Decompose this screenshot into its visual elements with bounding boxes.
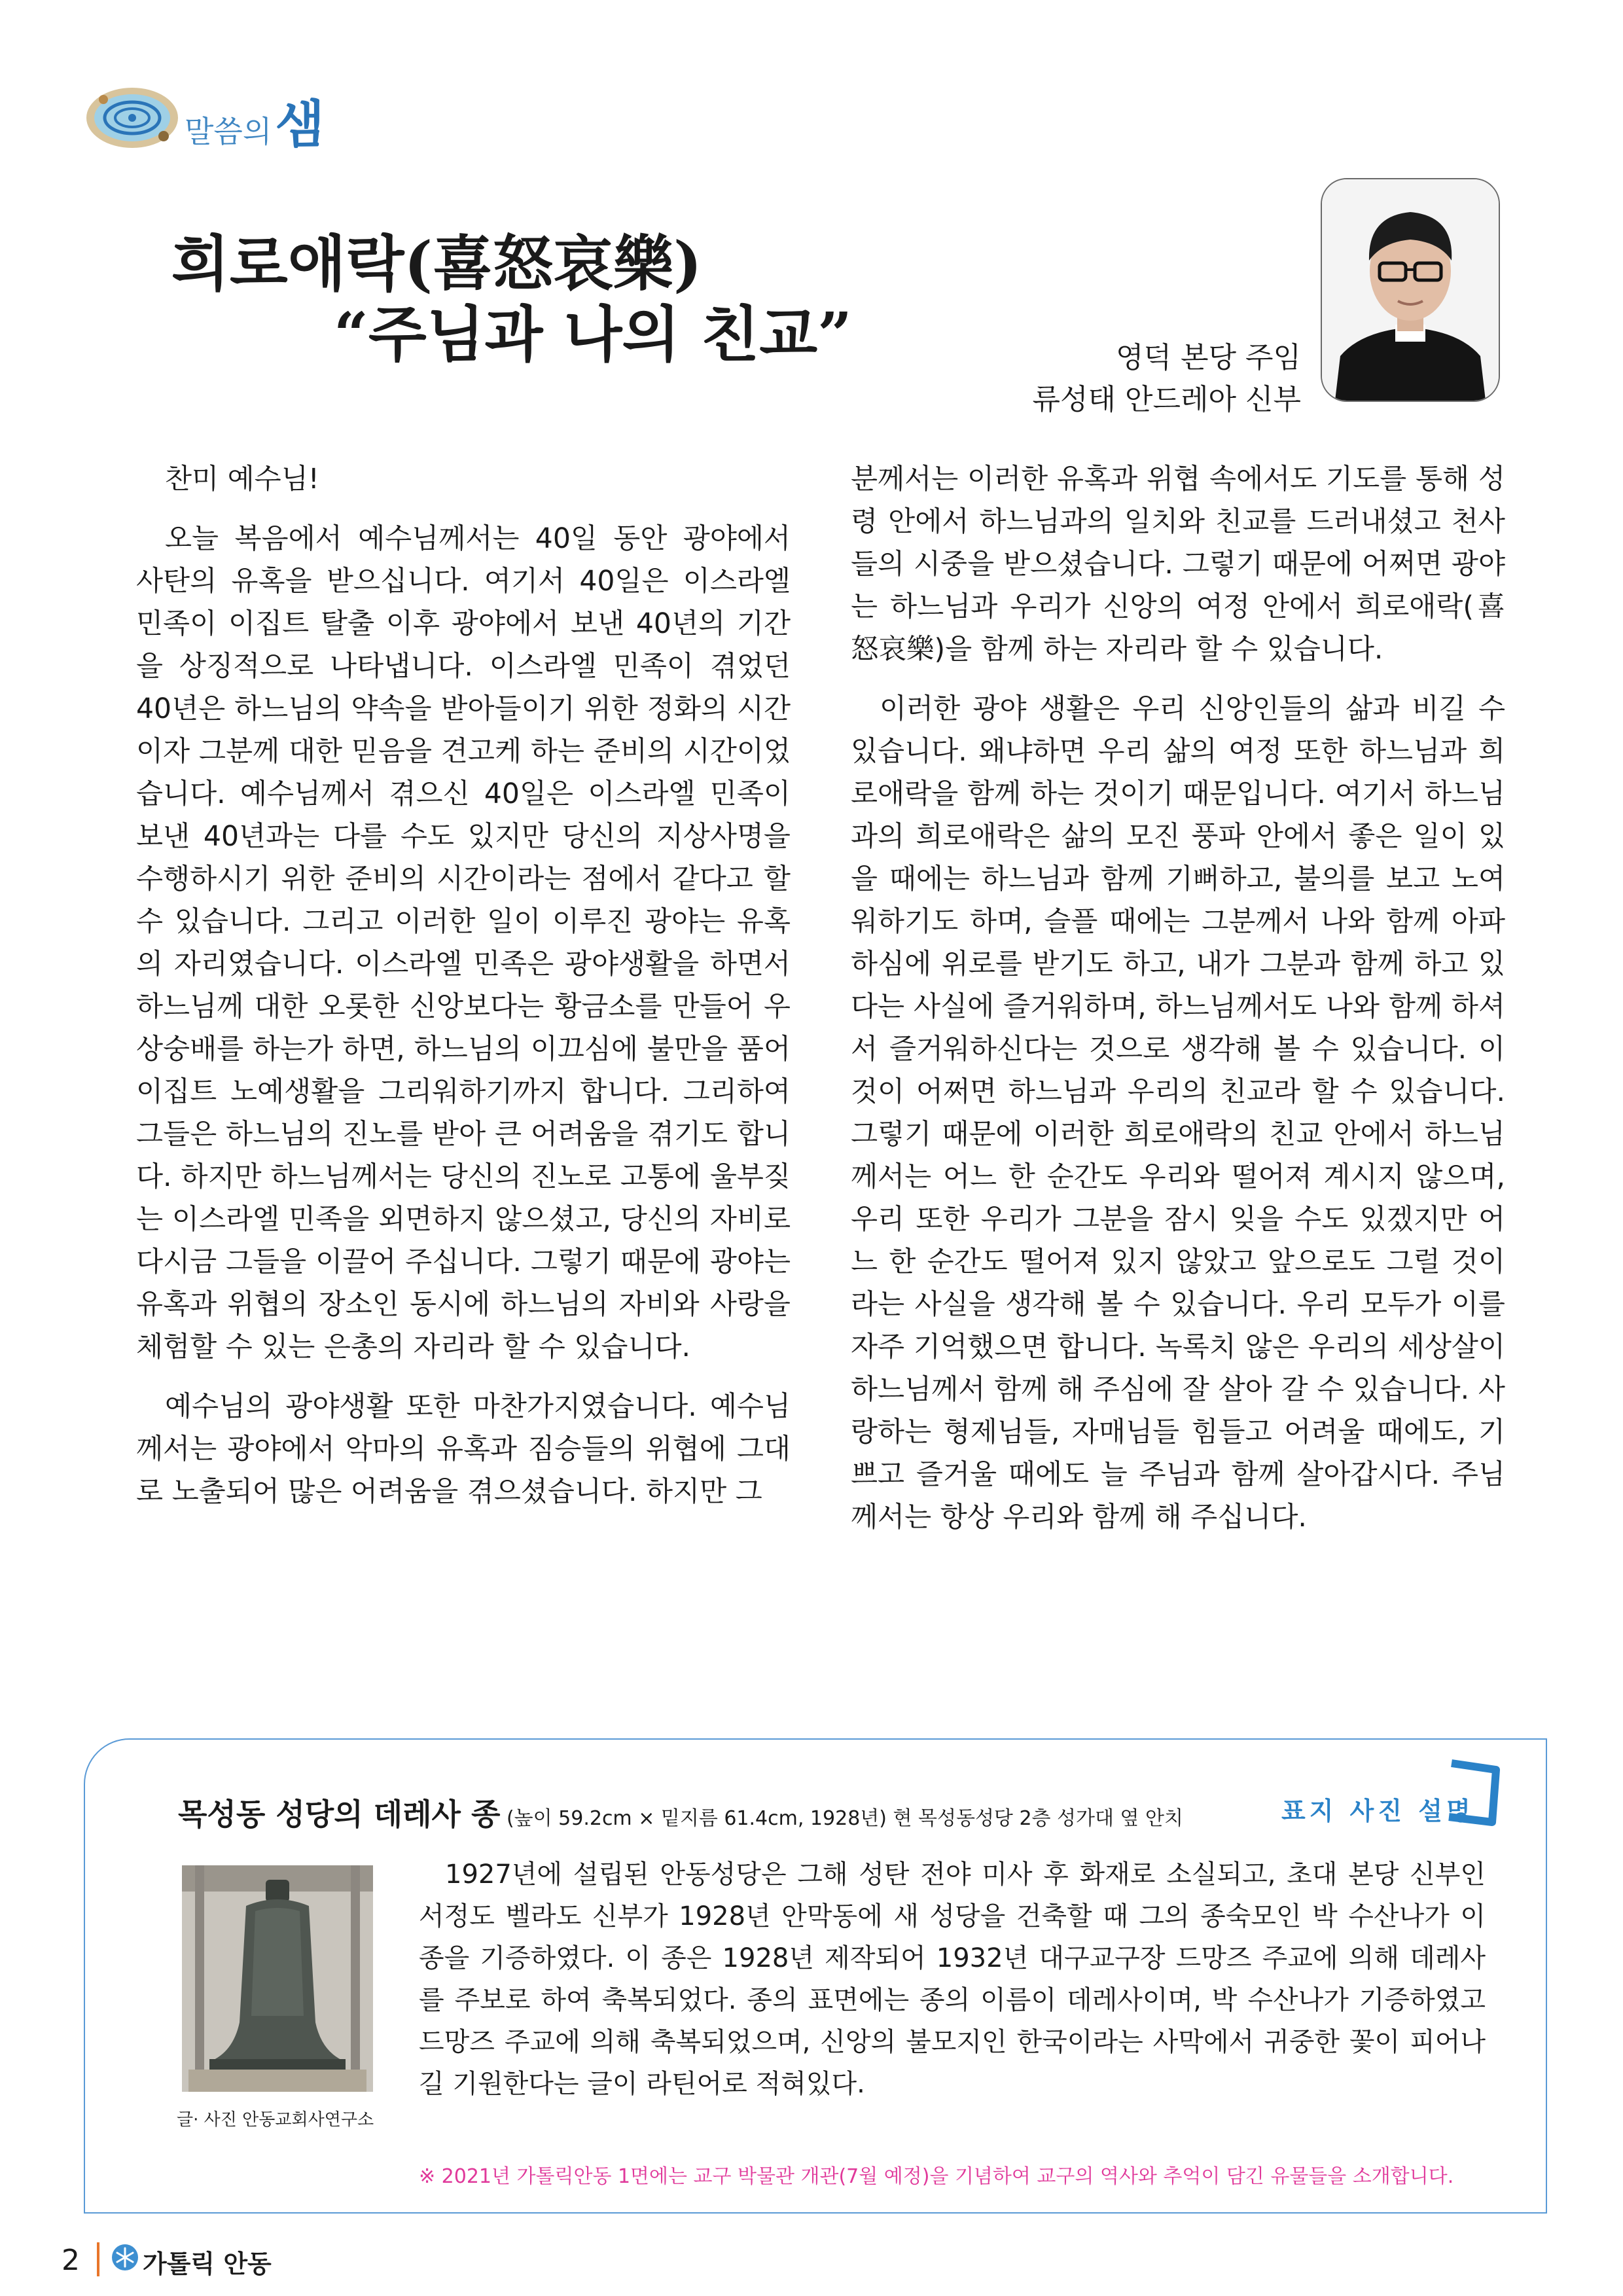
caption-body xyxy=(419,1854,1486,2105)
article-column-right xyxy=(851,458,1505,1556)
section-title-small: 말씀의 xyxy=(185,114,272,149)
article-column-left xyxy=(136,458,791,1530)
bell-photo xyxy=(182,1865,373,2092)
article-paragraph: 예수님의 광야생활 또한 마찬가지였습니다. 예수님께서는 광야에서 악마의 유혹과 짐승들의 위협에 그대로 노출되어 많은 어려움을 겪으셨습니다. 하지만 그 xyxy=(136,1391,791,1508)
caption-paragraph: 1927년에 설립된 안동성당은 그해 성탄 전야 미사 후 화재로 소실되고, 초대 본당 신부인 서정도 벨라도 신부가 1928년 안막동에 새 성당을 건축할 때 그의 종숙모인 박 수산나가 이 종을 기증하였다. 이 종은 1928년 제작되어 1932년 대구교구장 드망즈 주교에 의해 데레사를 주보로 하여 축복되었다. 종의 표면에는 종의 이름이 데레사이며, 박 수산나가 기증하였고 드망즈 주교에 의해 축복되었으며, 신앙의 불모지인 한국이라는 사막에서 귀중한 꽃이 피어나길 기원한다는 글이 라틴어로 적혀있다. xyxy=(419,1859,1486,2099)
bracket-decoration-icon xyxy=(1445,1754,1505,1833)
footer-divider xyxy=(97,2242,99,2276)
article-paragraph: 오늘 복음에서 예수님께서는 40일 동안 광야에서 사탄의 유혹을 받으십니다. 여기서 40일은 이스라엘 민족이 이집트 탈출 이후 광야에서 보낸 40년의 기간을 상징적으로 나타냅니다. 이스라엘 민족이 겪었던 40년은 하느님의 약속을 받아들이기 위한 정화의 시간이자 그분께 대한 믿음을 견고케 하는 준비의 시간이었습니다. 예수님께서 겪으신 40일은 이스라엘 민족이 보낸 40년과는 다를 수도 있지만 당신의 지상사명을 수행하시기 위한 준비의 시간이라는 점에서 같다고 할 수 있습니다. 그리고 이러한 일이 이루진 광야는 유혹의 자리였습니다. 이스라엘 민족은 광야생활을 하면서 하느님께 대한 오롯한 신앙보다는 황금소를 만들어 우상숭배를 하는가 하면, 하느님의 이끄심에 불만을 품어 이집트 노예생활을 그리워하기까지 합니다. 그리하여 그들은 하느님의 진노를 받아 큰 어려움을 겪기도 합니다. 하지만 하느님께서는 당신의 진노로 고통에 울부짖는 이스라엘 민족을 외면하지 않으셨고, 당신의 자비로 다시금 그들을 이끌어 주십니다. 그렇기 때문에 광야는 유혹과 위협의 장소인 동시에 하느님의 자비와 사랑을 체험할 수 있는 은총의 자리라 할 수 있습니다. xyxy=(136,523,791,1363)
snowflake-logo-icon xyxy=(111,2244,139,2271)
cover-photo-label: 표지 사진 설명 xyxy=(1281,1797,1474,1825)
publication-name: 가톨릭 안동 xyxy=(143,2250,272,2278)
newsletter-logo xyxy=(84,85,181,151)
article-title-line2: “주님과 나의 친교” xyxy=(334,299,852,370)
article-title-line1: 희로애락(喜怒哀樂) xyxy=(171,228,702,299)
article-paragraph: 이러한 광야 생활은 우리 신앙인들의 삶과 비길 수 있습니다. 왜냐하면 우리 삶의 여정 또한 하느님과 희로애락을 함께 하는 것이기 때문입니다. 여기서 하느님과의 희로애락은 삶의 모진 풍파 안에서 좋은 일이 있을 때에는 하느님과 함께 기뻐하고, 불의를 보고 노여워하기도 하며, 슬플 때에는 그분께서 나와 함께 아파하심에 위로를 받기도 하고, 내가 그분과 함께 하고 있다는 사실에 즐거워하며, 하느님께서도 나와 함께 하셔서 즐거워하신다는 것으로 생각해 볼 수 있습니다. 이것이 어쩌면 하느님과 우리의 친교라 할 수 있습니다. 그렇기 때문에 이러한 희로애락의 친교 안에서 하느님께서는 어느 한 순간도 우리와 떨어져 계시지 않으며, 우리 또한 우리가 그분을 잠시 잊을 수도 있겠지만 어느 한 순간도 떨어져 있지 않았고 앞으로도 그럴 것이라는 사실을 생각해 볼 수 있습니다. 우리 모두가 이를 자주 기억했으면 합니다. 녹록치 않은 우리의 세상살이 하느님께서 함께 해 주심에 잘 살아 갈 수 있습니다. 사랑하는 형제님들, 자매님들 힘들고 어려울 때에도, 기쁘고 즐거울 때에도 늘 주님과 함께 살아갑시다. 주님께서는 항상 우리와 함께 해 주십니다. xyxy=(851,693,1505,1534)
section-title xyxy=(185,84,325,157)
photo-credit: 글· 사진 안동교회사연구소 xyxy=(177,2110,374,2130)
section-title-big: 샘 xyxy=(275,96,325,154)
author-name: 류성태 안드레아 신부 xyxy=(1032,383,1301,416)
caption-note: ※ 2021년 가톨릭안동 1면에는 교구 박물관 개관(7월 예정)을 기념하여 교구의 역사와 추억이 담긴 유물들을 소개합니다. xyxy=(419,2165,1454,2188)
article-paragraph: 분께서는 이러한 유혹과 위협 속에서도 기도를 통해 성령 안에서 하느님과의 일치와 친교를 드러내셨고 천사들의 시중을 받으셨습니다. 그렇기 때문에 어쩌면 광야는 하느님과 우리가 신앙의 여정 안에서 희로애락(喜怒哀樂)을 함께 하는 자리라 할 수 있습니다. xyxy=(851,463,1505,666)
caption-heading-detail: (높이 59.2cm × 밑지름 61.4cm, 1928년) 현 목성동성당 2층 성가대 옆 안치 xyxy=(500,1807,1184,1830)
caption-heading xyxy=(178,1791,1183,1834)
caption-heading-title: 목성동 성당의 데레사 종 xyxy=(178,1797,501,1832)
shell-logo-icon xyxy=(84,85,181,151)
article-paragraph: 찬미 예수님! xyxy=(165,463,319,495)
author-role: 영덕 본당 주임 xyxy=(1116,341,1301,374)
author-photo xyxy=(1321,178,1500,402)
page-number: 2 xyxy=(62,2244,80,2277)
